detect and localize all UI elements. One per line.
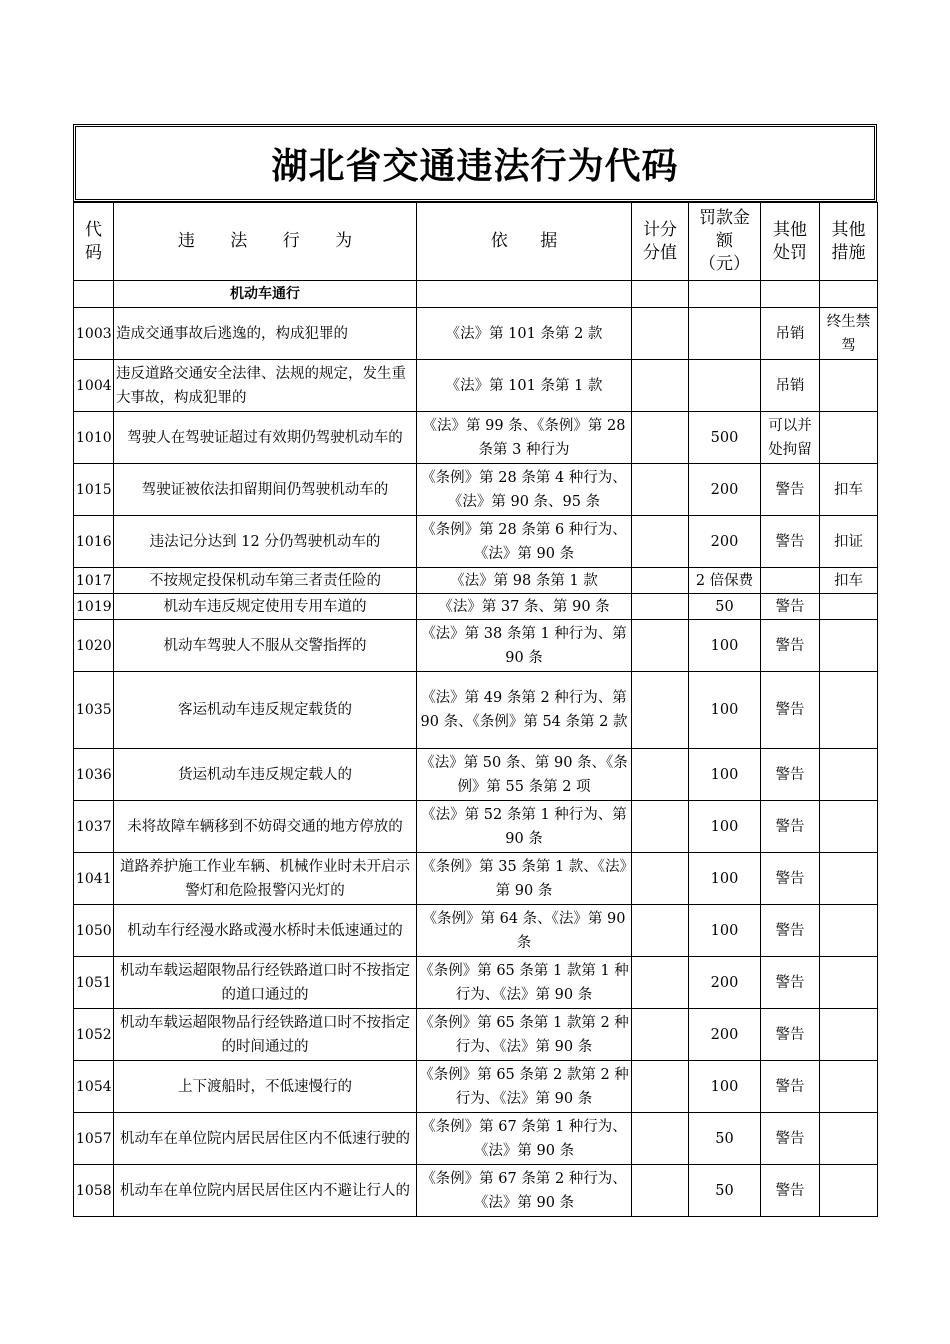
table-row [74,360,878,412]
row-code: 1016 [74,516,114,568]
section-row [74,281,878,308]
row-other-penalty: 警告 [761,464,820,516]
table-row [74,749,878,801]
row-fine: 100 [689,749,761,801]
row-other-measure [820,957,878,1009]
row-other-penalty: 吊销 [761,308,820,360]
row-basis: 《法》第 98 条第 1 款 [417,568,632,594]
section-empty-cell [632,281,689,308]
row-points [632,620,689,672]
row-violation: 上下渡船时，不低速慢行的 [114,1061,417,1113]
row-code: 1051 [74,957,114,1009]
row-points [632,905,689,957]
table-row [74,464,878,516]
row-code: 1054 [74,1061,114,1113]
row-code: 1036 [74,749,114,801]
table-row [74,801,878,853]
row-violation: 违法记分达到 12 分仍驾驶机动车的 [114,516,417,568]
row-basis: 《条例》第 28 条第 4 种行为、《法》第 90 条、95 条 [417,464,632,516]
row-violation: 机动车驾驶人不服从交警指挥的 [114,620,417,672]
row-fine: 100 [689,905,761,957]
table-row [74,594,878,620]
row-code: 1041 [74,853,114,905]
row-points [632,672,689,749]
row-violation: 未将故障车辆移到不妨碍交通的地方停放的 [114,801,417,853]
row-other-penalty: 警告 [761,749,820,801]
row-violation: 机动车违反规定使用专用车道的 [114,594,417,620]
row-violation: 造成交通事故后逃逸的，构成犯罪的 [114,308,417,360]
row-code: 1010 [74,412,114,464]
violation-code-table [73,202,878,1217]
row-other-measure [820,594,878,620]
row-violation: 机动车在单位院内居民居住区内不避让行人的 [114,1165,417,1217]
row-basis: 《条例》第 67 条第 2 种行为、《法》第 90 条 [417,1165,632,1217]
row-other-measure: 终生禁驾 [820,308,878,360]
row-fine: 500 [689,412,761,464]
row-other-measure [820,905,878,957]
row-other-penalty [761,568,820,594]
header-other-penalty: 其他 处罚 [761,203,820,281]
row-code: 1035 [74,672,114,749]
row-basis: 《条例》第 67 条第 1 种行为、《法》第 90 条 [417,1113,632,1165]
row-fine [689,360,761,412]
row-fine [689,308,761,360]
title-box [73,124,877,202]
row-basis: 《条例》第 35 条第 1 款、《法》第 90 条 [417,853,632,905]
row-other-penalty: 吊销 [761,360,820,412]
document-page [73,124,877,1217]
row-violation: 违反道路交通安全法律、法规的规定，发生重大事故，构成犯罪的 [114,360,417,412]
row-fine: 200 [689,957,761,1009]
row-violation: 机动车在单位院内居民居住区内不低速行驶的 [114,1113,417,1165]
row-fine: 100 [689,801,761,853]
row-other-measure [820,853,878,905]
row-basis: 《条例》第 65 条第 1 款第 2 种行为、《法》第 90 条 [417,1009,632,1061]
row-code: 1037 [74,801,114,853]
row-basis: 《条例》第 65 条第 1 款第 1 种行为、《法》第 90 条 [417,957,632,1009]
row-other-penalty: 警告 [761,672,820,749]
row-other-measure [820,360,878,412]
row-other-measure: 扣车 [820,464,878,516]
row-other-penalty: 警告 [761,1009,820,1061]
row-fine: 200 [689,464,761,516]
section-empty-cell [689,281,761,308]
row-basis: 《法》第 101 条第 2 款 [417,308,632,360]
row-fine: 100 [689,1061,761,1113]
row-points [632,360,689,412]
row-code: 1004 [74,360,114,412]
row-basis: 《法》第 101 条第 1 款 [417,360,632,412]
row-fine: 50 [689,594,761,620]
row-other-penalty: 警告 [761,516,820,568]
row-points [632,1061,689,1113]
table-row [74,412,878,464]
row-other-penalty: 警告 [761,1113,820,1165]
row-other-penalty: 警告 [761,853,820,905]
row-other-measure [820,672,878,749]
row-basis: 《法》第 37 条、第 90 条 [417,594,632,620]
row-other-penalty: 警告 [761,1165,820,1217]
row-basis: 《法》第 50 条、第 90 条、《条例》第 55 条第 2 项 [417,749,632,801]
row-other-penalty: 警告 [761,801,820,853]
row-points [632,516,689,568]
row-basis: 《条例》第 65 条第 2 款第 2 种行为、《法》第 90 条 [417,1061,632,1113]
row-basis: 《条例》第 28 条第 6 种行为、《法》第 90 条 [417,516,632,568]
section-code-cell [74,281,114,308]
row-violation: 道路养护施工作业车辆、机械作业时未开启示警灯和危险报警闪光灯的 [114,853,417,905]
row-basis: 《法》第 99 条、《条例》第 28 条第 3 种行为 [417,412,632,464]
row-other-measure [820,620,878,672]
row-fine: 100 [689,672,761,749]
header-code: 代 码 [74,203,114,281]
row-other-measure [820,1061,878,1113]
page-title: 湖北省交通违法行为代码 [271,145,679,187]
row-points [632,801,689,853]
table-row [74,1165,878,1217]
row-violation: 机动车行经漫水路或漫水桥时未低速通过的 [114,905,417,957]
row-other-measure: 扣证 [820,516,878,568]
table-row [74,308,878,360]
row-other-penalty: 可以并处拘留 [761,412,820,464]
row-points [632,1113,689,1165]
row-violation: 不按规定投保机动车第三者责任险的 [114,568,417,594]
row-code: 1057 [74,1113,114,1165]
table-row [74,672,878,749]
row-basis: 《法》第 38 条第 1 种行为、第 90 条 [417,620,632,672]
row-other-penalty: 警告 [761,620,820,672]
row-violation: 驾驶证被依法扣留期间仍驾驶机动车的 [114,464,417,516]
row-other-penalty: 警告 [761,594,820,620]
row-code: 1020 [74,620,114,672]
section-empty-cell [761,281,820,308]
row-other-penalty: 警告 [761,957,820,1009]
header-fine: 罚款金 额 （元） [689,203,761,281]
row-code: 1015 [74,464,114,516]
row-fine: 100 [689,620,761,672]
row-points [632,749,689,801]
row-points [632,1009,689,1061]
row-points [632,594,689,620]
row-other-measure [820,801,878,853]
row-code: 1019 [74,594,114,620]
row-other-measure [820,1113,878,1165]
table-row [74,516,878,568]
row-fine: 200 [689,1009,761,1061]
row-basis: 《法》第 49 条第 2 种行为、第 90 条、《条例》第 54 条第 2 款 [417,672,632,749]
table-row [74,1009,878,1061]
table-row [74,620,878,672]
row-other-measure: 扣车 [820,568,878,594]
row-violation: 机动车载运超限物品行经铁路道口时不按指定的时间通过的 [114,1009,417,1061]
row-other-measure [820,1009,878,1061]
row-code: 1058 [74,1165,114,1217]
row-fine: 50 [689,1165,761,1217]
row-points [632,412,689,464]
row-fine: 50 [689,1113,761,1165]
row-code: 1003 [74,308,114,360]
section-empty-cell [417,281,632,308]
row-fine: 2 倍保费 [689,568,761,594]
row-code: 1017 [74,568,114,594]
row-points [632,1165,689,1217]
row-points [632,568,689,594]
row-violation: 驾驶人在驾驶证超过有效期仍驾驶机动车的 [114,412,417,464]
section-empty-cell [820,281,878,308]
row-other-measure [820,749,878,801]
row-points [632,853,689,905]
table-row [74,1113,878,1165]
row-other-measure [820,412,878,464]
row-points [632,308,689,360]
table-header-row [74,203,878,281]
header-basis: 依 据 [417,203,632,281]
table-row [74,1061,878,1113]
row-fine: 100 [689,853,761,905]
section-label: 机动车通行 [114,281,417,308]
row-violation: 货运机动车违反规定载人的 [114,749,417,801]
row-points [632,464,689,516]
table-row [74,957,878,1009]
row-points [632,957,689,1009]
row-code: 1052 [74,1009,114,1061]
row-basis: 《法》第 52 条第 1 种行为、第 90 条 [417,801,632,853]
table-row [74,853,878,905]
row-fine: 200 [689,516,761,568]
header-violation: 违 法 行 为 [114,203,417,281]
row-basis: 《条例》第 64 条、《法》第 90 条 [417,905,632,957]
header-points: 计分 分值 [632,203,689,281]
row-violation: 机动车载运超限物品行经铁路道口时不按指定的道口通过的 [114,957,417,1009]
row-code: 1050 [74,905,114,957]
header-other-measure: 其他 措施 [820,203,878,281]
row-other-measure [820,1165,878,1217]
row-violation: 客运机动车违反规定载货的 [114,672,417,749]
table-row [74,568,878,594]
table-row [74,905,878,957]
row-other-penalty: 警告 [761,905,820,957]
row-other-penalty: 警告 [761,1061,820,1113]
